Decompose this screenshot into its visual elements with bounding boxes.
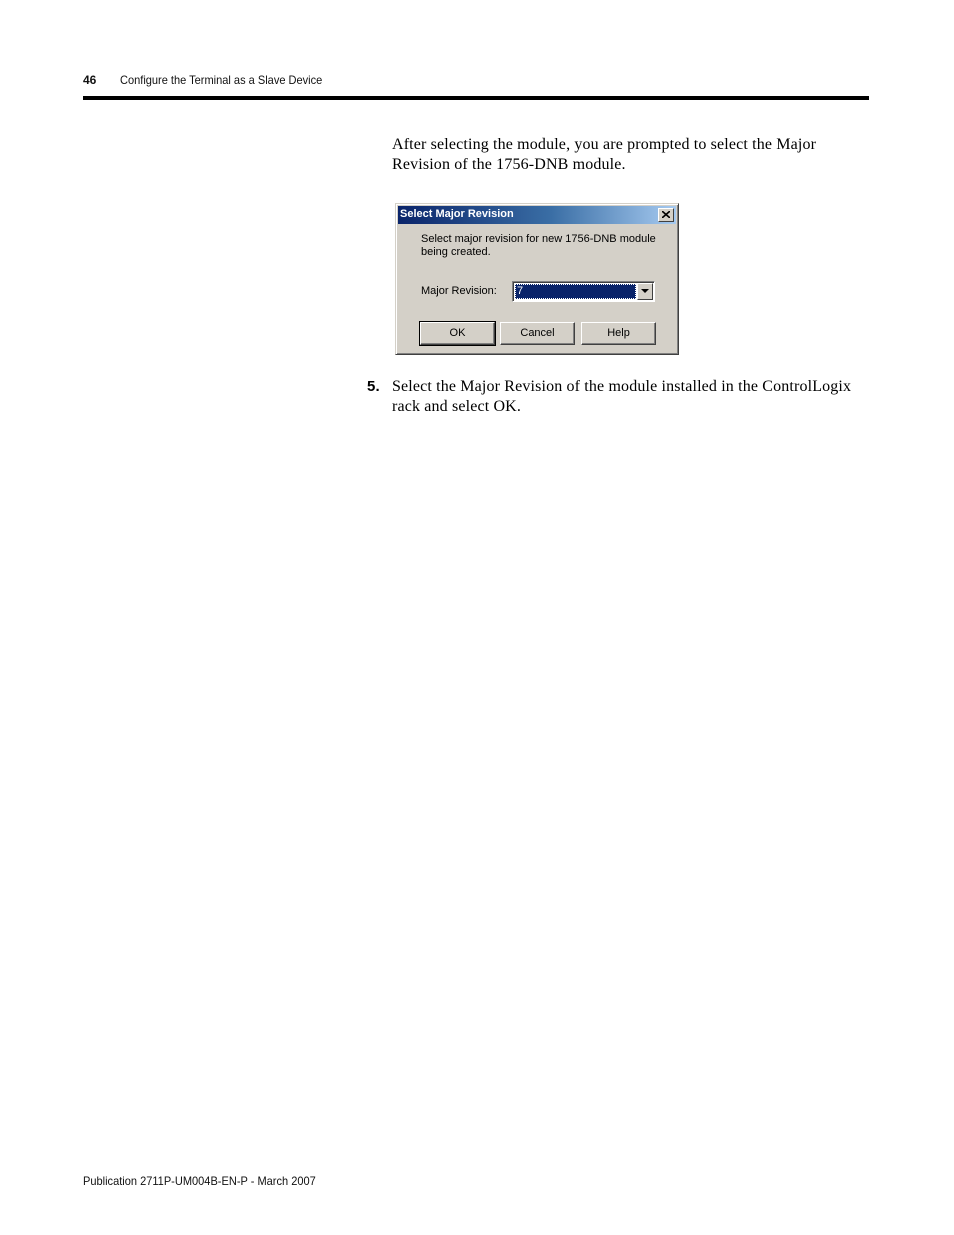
page-number: 46 — [83, 73, 97, 87]
cancel-button[interactable]: Cancel — [500, 322, 575, 345]
dialog-message: Select major revision for new 1756-DNB module being created. — [421, 233, 656, 258]
chevron-down-icon — [641, 289, 649, 293]
help-button[interactable]: Help — [581, 322, 656, 345]
select-major-revision-dialog — [395, 203, 679, 355]
step-number: 5. — [367, 378, 380, 395]
intro-paragraph: After selecting the module, you are prompted to select the Major Revision of the 1756-DNB module. — [392, 136, 817, 173]
dialog-title: Select Major Revision — [400, 208, 514, 220]
dialog-titlebar[interactable] — [398, 206, 676, 224]
close-icon — [662, 211, 670, 218]
page-header — [83, 73, 869, 89]
dropdown-arrow-button[interactable] — [637, 283, 653, 300]
page-footer: Publication 2711P-UM004B-EN-P - March 2007 — [83, 1174, 316, 1188]
major-revision-dropdown[interactable] — [512, 281, 655, 302]
major-revision-label: Major Revision: — [421, 285, 497, 297]
chapter-title: Configure the Terminal as a Slave Device — [120, 73, 323, 87]
major-revision-value: 7 — [515, 284, 636, 299]
close-button[interactable] — [658, 208, 674, 222]
ok-button[interactable]: OK — [420, 322, 495, 345]
header-rule — [83, 96, 869, 100]
step-text: Select the Major Revision of the module installed in the ControlLogix rack and select OK. — [392, 378, 852, 415]
